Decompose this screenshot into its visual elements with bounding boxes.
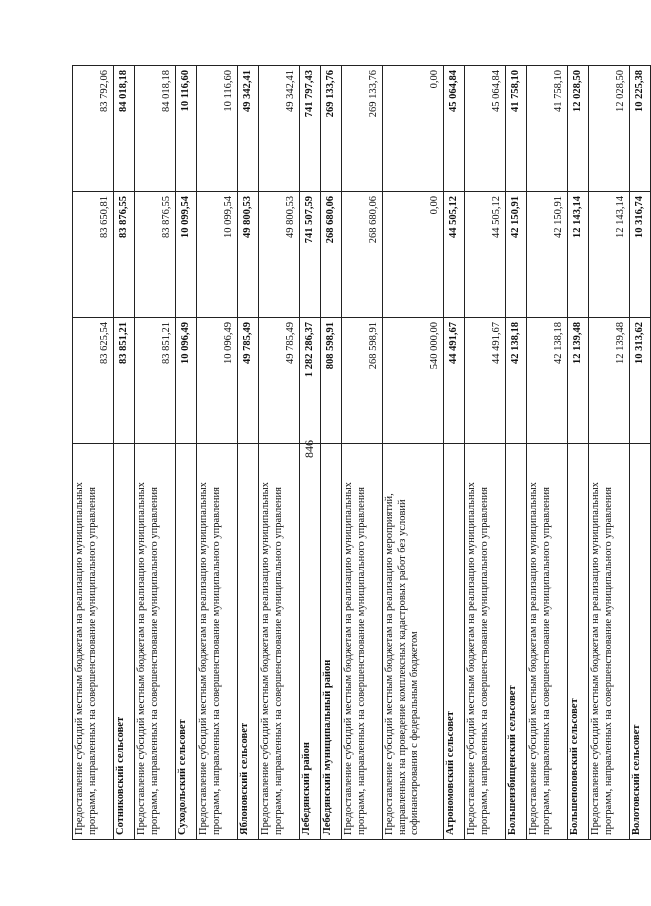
row-name: Лебедянский муниципальный район — [321, 444, 342, 840]
row-name: Большеизбищенский сельсовет — [506, 444, 527, 840]
row-value-3: 741 797,43 — [300, 66, 321, 192]
table-row — [465, 66, 506, 840]
table-row — [114, 66, 135, 840]
row-value-3: 12 028,50 — [568, 66, 589, 192]
row-value-3: 10 116,60 — [197, 66, 238, 192]
row-value-3: 269 133,76 — [321, 66, 342, 192]
row-value-2: 49 800,53 — [238, 192, 259, 318]
row-value-3: 84 018,18 — [114, 66, 135, 192]
row-value-1: 44 491,67 — [444, 318, 465, 444]
row-value-1: 42 138,18 — [506, 318, 527, 444]
table-row — [197, 66, 238, 840]
table-row — [135, 66, 176, 840]
table-row — [321, 66, 342, 840]
row-value-1: 12 139,48 — [589, 318, 630, 444]
row-name: Волотовский сельсовет — [630, 444, 651, 840]
row-value-2: 44 505,12 — [444, 192, 465, 318]
row-value-1: 808 598,91 — [321, 318, 342, 444]
table-row — [300, 66, 321, 840]
row-value-3: 269 133,76 — [342, 66, 383, 192]
row-value-2: 741 507,59 — [300, 192, 321, 318]
row-value-1: 49 785,49 — [259, 318, 300, 444]
row-name: Агрономовский сельсовет — [444, 444, 465, 840]
row-value-3: 83 792,06 — [73, 66, 114, 192]
budget-table — [72, 65, 651, 840]
row-value-3: 0,00 — [383, 66, 444, 192]
row-name: Предоставление субсидий местным бюджетам на реализацию муниципальных программ, направленных на совершенствование муниципального управления — [465, 444, 506, 840]
row-value-1: 83 625,54 — [73, 318, 114, 444]
table-row — [73, 66, 114, 840]
row-value-2: 83 876,55 — [135, 192, 176, 318]
row-name: Большепоповский сельсовет — [568, 444, 589, 840]
row-value-1: 540 000,00 — [383, 318, 444, 444]
row-value-1: 83 851,21 — [135, 318, 176, 444]
row-value-2: 0,00 — [383, 192, 444, 318]
row-value-2: 10 099,54 — [197, 192, 238, 318]
row-name: Яблоновский сельсовет — [238, 444, 259, 840]
row-value-3: 10 225,38 — [630, 66, 651, 192]
row-name: Суходольский сельсовет — [176, 444, 197, 840]
table-row — [259, 66, 300, 840]
row-value-1: 49 785,49 — [238, 318, 259, 444]
row-value-3: 45 064,84 — [465, 66, 506, 192]
row-value-1: 44 491,67 — [465, 318, 506, 444]
table-row — [506, 66, 527, 840]
row-value-2: 44 505,12 — [465, 192, 506, 318]
row-value-2: 42 150,91 — [506, 192, 527, 318]
row-value-3: 45 064,84 — [444, 66, 465, 192]
table-row — [383, 66, 444, 840]
row-name: Предоставление субсидий местным бюджетам на реализацию мероприятий, направленных на проведение комплексных кадастровых работ без условий софинансирования с федеральным бюджетом — [383, 444, 444, 840]
row-name: Предоставление субсидий местным бюджетам на реализацию муниципальных программ, направленных на совершенствование муниципального управления — [527, 444, 568, 840]
row-name: Сотниковский сельсовет — [114, 444, 135, 840]
row-name: Предоставление субсидий местным бюджетам на реализацию муниципальных программ, направленных на совершенствование муниципального управления — [197, 444, 238, 840]
row-name: Предоставление субсидий местным бюджетам на реализацию муниципальных программ, направленных на совершенствование муниципального управления — [259, 444, 300, 840]
row-name: Предоставление субсидий местным бюджетам на реализацию муниципальных программ, направленных на совершенствование муниципального управления — [73, 444, 114, 840]
row-value-2: 10 099,54 — [176, 192, 197, 318]
table-row — [589, 66, 630, 840]
row-value-2: 49 800,53 — [259, 192, 300, 318]
table-row — [238, 66, 259, 840]
row-value-3: 49 342,41 — [238, 66, 259, 192]
row-name: Предоставление субсидий местным бюджетам на реализацию муниципальных программ, направленных на совершенствование муниципального управления — [135, 444, 176, 840]
table-row — [444, 66, 465, 840]
table-row — [527, 66, 568, 840]
table-row — [568, 66, 589, 840]
row-value-1: 12 139,48 — [568, 318, 589, 444]
table-row — [176, 66, 197, 840]
row-value-1: 83 851,21 — [114, 318, 135, 444]
row-value-2: 268 680,06 — [321, 192, 342, 318]
table-row — [342, 66, 383, 840]
row-value-2: 83 876,55 — [114, 192, 135, 318]
row-value-1: 10 313,62 — [630, 318, 651, 444]
row-value-1: 268 598,91 — [342, 318, 383, 444]
row-value-2: 12 143,14 — [568, 192, 589, 318]
row-value-1: 42 138,18 — [527, 318, 568, 444]
row-value-2: 42 150,91 — [527, 192, 568, 318]
budget-table-body — [73, 66, 651, 840]
row-value-2: 83 650,81 — [73, 192, 114, 318]
row-name: Лебедянский район — [300, 444, 321, 840]
row-value-2: 268 680,06 — [342, 192, 383, 318]
row-value-3: 12 028,50 — [589, 66, 630, 192]
row-value-3: 41 758,10 — [506, 66, 527, 192]
row-name: Предоставление субсидий местным бюджетам на реализацию муниципальных программ, направленных на совершенствование муниципального управления — [342, 444, 383, 840]
row-value-3: 84 018,18 — [135, 66, 176, 192]
page-number: 846 — [302, 440, 316, 458]
budget-table-container — [72, 66, 645, 840]
row-value-2: 12 143,14 — [589, 192, 630, 318]
row-value-2: 10 316,74 — [630, 192, 651, 318]
row-name: Предоставление субсидий местным бюджетам на реализацию муниципальных программ, направленных на совершенствование муниципального управления — [589, 444, 630, 840]
row-value-1: 10 096,49 — [176, 318, 197, 444]
table-row — [630, 66, 651, 840]
row-value-3: 49 342,41 — [259, 66, 300, 192]
row-value-3: 10 116,60 — [176, 66, 197, 192]
row-value-1: 10 096,49 — [197, 318, 238, 444]
row-value-1: 1 282 286,37 — [300, 318, 321, 444]
row-value-3: 41 758,10 — [527, 66, 568, 192]
